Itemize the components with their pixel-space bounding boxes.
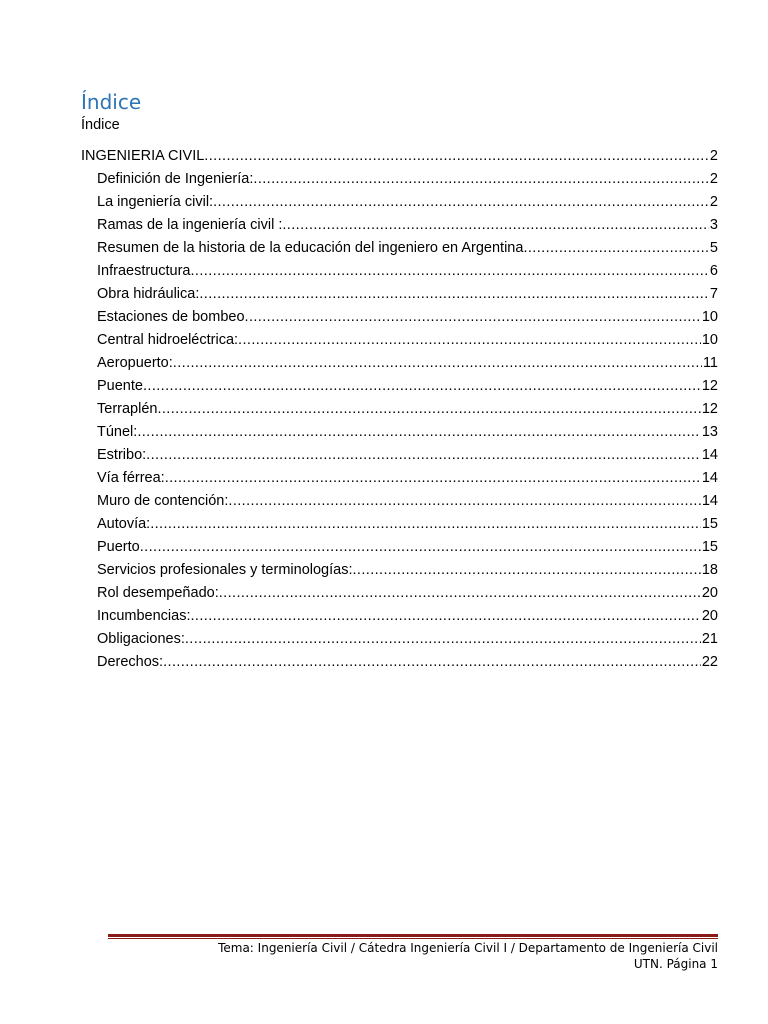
toc-entry-page-number: 20 — [701, 585, 718, 601]
toc-entry[interactable] — [81, 560, 718, 583]
toc-entry-title: Vía férrea: — [97, 470, 165, 486]
footer-divider — [108, 934, 718, 937]
toc-entry[interactable] — [81, 376, 718, 399]
toc-dot-leader — [165, 468, 701, 488]
toc-entry-page-number: 14 — [701, 493, 718, 509]
toc-dot-leader — [137, 422, 701, 442]
toc-dot-leader — [352, 560, 700, 580]
toc-entry-page-number: 11 — [702, 355, 718, 371]
toc-entry-title: Resumen de la historia de la educación del ingeniero en Argentina — [97, 240, 524, 256]
toc-dot-leader — [523, 238, 708, 258]
toc-heading: Índice — [81, 90, 142, 114]
footer-line-2: UTN. Página 1 — [633, 957, 718, 971]
toc-dot-leader — [238, 330, 701, 350]
toc-entry-title: INGENIERIA CIVIL — [81, 148, 205, 164]
footer-divider-thin — [108, 938, 718, 939]
toc-entry-page-number: 2 — [709, 194, 718, 210]
toc-entry[interactable] — [81, 238, 718, 261]
toc-entry-page-number: 2 — [709, 171, 718, 187]
toc-entry-page-number: 12 — [701, 378, 718, 394]
toc-entry-page-number: 6 — [709, 263, 718, 279]
toc-entry-page-number: 21 — [701, 631, 718, 647]
toc-entry[interactable] — [81, 353, 718, 376]
toc-dot-leader — [213, 192, 709, 212]
toc-entry-title: Rol desempeñado: — [97, 585, 219, 601]
toc-entry-page-number: 22 — [701, 654, 718, 670]
toc-entry[interactable] — [81, 192, 718, 215]
toc-dot-leader — [219, 583, 701, 603]
toc-entry[interactable] — [81, 445, 718, 468]
toc-entry-page-number: 12 — [701, 401, 718, 417]
toc-entry-title: Derechos: — [97, 654, 164, 670]
toc-entry-title: Ramas de la ingeniería civil : — [97, 217, 283, 233]
toc-entry[interactable] — [81, 491, 718, 514]
toc-dot-leader — [143, 376, 701, 396]
toc-entry[interactable] — [81, 330, 718, 353]
toc-entry-title: Estaciones de bombeo — [97, 309, 245, 325]
toc-dot-leader — [228, 491, 700, 511]
toc-entry-page-number: 14 — [701, 447, 718, 463]
toc-dot-leader — [173, 353, 702, 373]
toc-dot-leader — [140, 537, 701, 557]
toc-entry-page-number: 14 — [701, 470, 718, 486]
toc-entry-title: Central hidroeléctrica: — [97, 332, 239, 348]
toc-entry[interactable] — [81, 261, 718, 284]
toc-dot-leader — [157, 399, 700, 419]
toc-dot-leader — [199, 284, 709, 304]
toc-dot-leader — [191, 261, 709, 281]
table-of-contents — [81, 146, 718, 675]
toc-entry[interactable] — [81, 583, 718, 606]
toc-dot-leader — [150, 514, 701, 534]
toc-dot-leader — [185, 629, 701, 649]
toc-dot-leader — [146, 445, 701, 465]
toc-entry[interactable] — [81, 514, 718, 537]
toc-entry[interactable] — [81, 215, 718, 238]
toc-entry-title: Autovía: — [97, 516, 151, 532]
toc-dot-leader — [282, 215, 709, 235]
toc-entry[interactable] — [81, 537, 718, 560]
toc-entry-title: Servicios profesionales y terminologías: — [97, 562, 353, 578]
toc-subheading: Índice — [81, 117, 120, 133]
toc-entry-title: Túnel: — [97, 424, 138, 440]
toc-entry-title: La ingeniería civil: — [97, 194, 214, 210]
toc-dot-leader — [163, 652, 701, 672]
page-footer — [158, 940, 718, 972]
toc-entry[interactable] — [81, 169, 718, 192]
toc-entry[interactable] — [81, 606, 718, 629]
toc-dot-leader — [191, 606, 701, 626]
toc-entry-title: Puente — [97, 378, 143, 394]
toc-entry[interactable] — [81, 284, 718, 307]
toc-entry[interactable] — [81, 146, 718, 169]
toc-entry[interactable] — [81, 652, 718, 675]
toc-entry-title: Obra hidráulica: — [97, 286, 200, 302]
toc-dot-leader — [253, 169, 709, 189]
toc-entry[interactable] — [81, 399, 718, 422]
toc-entry-page-number: 15 — [701, 539, 718, 555]
toc-entry-title: Obligaciones: — [97, 631, 185, 647]
toc-entry-page-number: 13 — [701, 424, 718, 440]
toc-entry-page-number: 15 — [701, 516, 718, 532]
toc-entry-title: Incumbencias: — [97, 608, 191, 624]
toc-entry-title: Estribo: — [97, 447, 147, 463]
toc-entry-title: Muro de contención: — [97, 493, 229, 509]
toc-entry-title: Puerto — [97, 539, 140, 555]
toc-entry-page-number: 20 — [701, 608, 718, 624]
toc-entry-title: Definición de Ingeniería: — [97, 171, 254, 187]
toc-entry[interactable] — [81, 422, 718, 445]
toc-entry-page-number: 18 — [701, 562, 718, 578]
toc-dot-leader — [204, 146, 709, 166]
toc-entry-page-number: 7 — [709, 286, 718, 302]
toc-entry[interactable] — [81, 629, 718, 652]
toc-entry-title: Infraestructura — [97, 263, 191, 279]
toc-entry-page-number: 10 — [701, 309, 718, 325]
toc-entry-title: Aeropuerto: — [97, 355, 173, 371]
toc-entry-page-number: 5 — [709, 240, 718, 256]
toc-entry-title: Terraplén — [97, 401, 158, 417]
toc-entry-page-number: 3 — [709, 217, 718, 233]
toc-dot-leader — [245, 307, 701, 327]
toc-entry-page-number: 2 — [709, 148, 718, 164]
toc-entry[interactable] — [81, 468, 718, 491]
toc-entry[interactable] — [81, 307, 718, 330]
toc-entry-page-number: 10 — [701, 332, 718, 348]
footer-line-1: Tema: Ingeniería Civil / Cátedra Ingeniería Civil I / Departamento de Ingeniería Civil — [218, 941, 718, 955]
